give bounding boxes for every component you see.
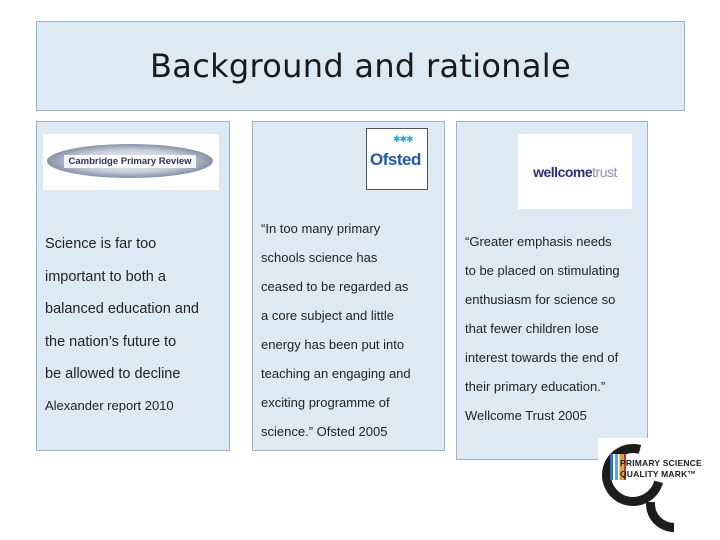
quote-line: a core subject and little	[261, 308, 394, 323]
quote-line: science.” Ofsted 2005	[261, 424, 388, 439]
wellcome-trust-logo	[518, 134, 632, 209]
quote-line: their primary education.”	[465, 379, 606, 394]
title-banner	[36, 21, 685, 111]
quote-line: energy has been put into	[261, 337, 405, 352]
psqm-line2: QUALITY MARK™	[620, 469, 697, 479]
quote-line: Wellcome Trust 2005	[465, 408, 587, 423]
primary-science-quality-mark-logo	[598, 438, 720, 540]
cambridge-primary-review-logo	[43, 134, 219, 190]
ofsted-panel	[252, 121, 445, 451]
quote-line: ceased to be regarded as	[261, 279, 409, 294]
quote-line: that fewer children lose	[465, 321, 599, 336]
quote-line: enthusiasm for science so	[465, 292, 616, 307]
wellcome-trust-panel	[456, 121, 648, 460]
quote-line: “In too many primary	[261, 221, 381, 236]
quote-line: “Greater emphasis needs	[465, 234, 612, 249]
ofsted-logo	[366, 128, 428, 190]
quote-line: teaching an engaging and	[261, 366, 411, 381]
quote-line: to be placed on stimulating	[465, 263, 620, 278]
wellcome-logo-text: wellcome	[533, 163, 593, 180]
quote-line: exciting programme of	[261, 395, 390, 410]
ofsted-logo-text: Ofsted	[370, 150, 421, 169]
trust-logo-text: trust	[592, 163, 617, 180]
slide-title: Background and rationale	[150, 47, 571, 85]
quote-line: schools science has	[261, 250, 378, 265]
cpr-logo-text: Cambridge Primary Review	[64, 155, 195, 168]
quote-line: interest towards the end of	[465, 350, 619, 365]
cambridge-review-panel	[36, 121, 230, 451]
quote-line: be allowed to decline	[45, 366, 181, 382]
quote-line: the nation’s future to	[45, 333, 177, 350]
quote-line: important to both a	[45, 268, 166, 285]
psqm-tail-icon	[646, 502, 674, 532]
ofsted-stars-icon: ✱✱✱	[393, 135, 413, 145]
psqm-line1: PRIMARY SCIENCE	[620, 458, 702, 468]
quote-source: Alexander report 2010	[45, 398, 174, 413]
quote-line: balanced education and	[45, 301, 199, 317]
quote-line: Science is far too	[45, 236, 157, 252]
